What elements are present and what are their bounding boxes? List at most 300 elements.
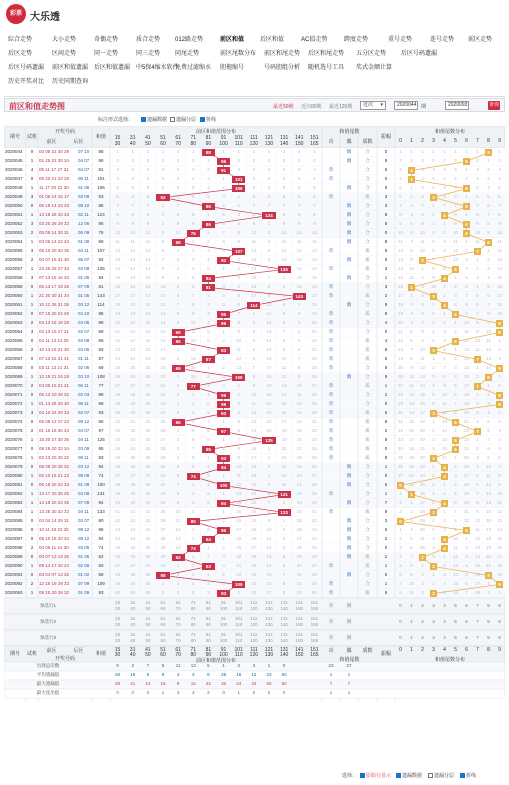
- digit-label: 4: [439, 138, 450, 144]
- sum-ball: 91: [217, 167, 230, 174]
- missing-cell: 27: [140, 382, 155, 390]
- footer-polyline[interactable]: 折线: [460, 772, 476, 779]
- missing-cell: 20: [292, 472, 307, 480]
- missing-cell: 5: [261, 184, 276, 192]
- nav-link[interactable]: 五分区走势: [356, 48, 386, 57]
- nav-link[interactable]: 前区和值遗漏: [52, 62, 88, 71]
- tail-missing-cell: 16: [395, 283, 406, 291]
- tail-missing-cell: 13: [417, 373, 428, 381]
- prediction-cell: 50: [140, 637, 155, 645]
- odd-cell: 奇: [322, 580, 340, 588]
- nav-link[interactable]: 历史开奖对比: [8, 76, 44, 85]
- tail-missing-cell: 6: [406, 337, 417, 345]
- tail-missing-cell: 3: [450, 166, 461, 174]
- prime-cell: 合: [358, 202, 377, 210]
- missing-cell: 25: [246, 526, 261, 534]
- tail-ball: 8: [485, 374, 492, 381]
- missing-cell: 12: [261, 319, 276, 327]
- missing-cell: 4: [186, 175, 201, 183]
- prediction-digit: 1: [406, 602, 417, 610]
- missing-cell: 10: [307, 229, 322, 237]
- tail-missing-cell: 3: [450, 472, 461, 480]
- missing-cell: 8: [171, 211, 186, 219]
- footer-missing-data[interactable]: 遗漏数据: [396, 772, 422, 779]
- missing-cell: 4: [277, 544, 292, 552]
- sum-ball: 93: [217, 410, 230, 417]
- missing-cell: 1: [125, 148, 140, 156]
- tail-missing-cell: 1: [494, 337, 505, 345]
- missing-cell: 24: [307, 355, 322, 363]
- prediction-digit: 3: [428, 634, 439, 642]
- nav-link[interactable]: 同三走势: [136, 48, 160, 57]
- tail-missing-cell: 13: [461, 346, 472, 354]
- sum-ball: 101: [232, 176, 245, 183]
- end-issue-input[interactable]: 2020093: [445, 101, 469, 110]
- front-numbers-cell: 05 13 20 29 32: [39, 391, 79, 399]
- recent-120-link[interactable]: 最近120期: [329, 103, 352, 110]
- missing-cell: 17: [140, 292, 155, 300]
- missing-cell: 18: [125, 301, 140, 309]
- missing-cell: 1: [246, 148, 261, 156]
- prediction-digit: 6: [461, 634, 472, 642]
- tail-ball: 3: [430, 194, 437, 201]
- missing-cell: 31: [110, 418, 125, 426]
- tail-ball: 9: [496, 392, 503, 399]
- period-select[interactable]: [360, 101, 386, 110]
- missing-cell: 1: [110, 148, 125, 156]
- trial-cell: 0: [26, 310, 38, 318]
- front-numbers-cell: 13 18 26 33 33: [39, 211, 79, 219]
- stat-cell: 50: [110, 680, 125, 688]
- tail-missing-cell: 2: [439, 517, 450, 525]
- missing-cell: 1: [216, 265, 231, 273]
- nav-link[interactable]: 跨度走势: [344, 34, 368, 43]
- missing-cell: 1: [201, 229, 216, 237]
- missing-cell: 31: [307, 418, 322, 426]
- range-label: 30: [110, 141, 125, 147]
- sum-ball: 96: [217, 158, 230, 165]
- range-label: 121: [261, 647, 276, 653]
- odd-cell: 奇: [322, 364, 340, 372]
- prime-cell: 合: [358, 301, 377, 309]
- missing-cell: 9: [125, 220, 140, 228]
- digit-label: 0: [395, 647, 406, 653]
- front-numbers-cell: 07 13 15 21 31: [39, 355, 79, 363]
- nav-link[interactable]: 后区走势: [8, 48, 32, 57]
- back-numbers-cell: 07 10: [78, 148, 92, 156]
- back-numbers-cell: 04 11: [78, 508, 92, 516]
- stat-cell: 0: [216, 689, 231, 697]
- missing-cell: 7: [216, 229, 231, 237]
- tail-missing-cell: 8: [406, 562, 417, 570]
- missing-cell: 32: [292, 580, 307, 588]
- nav-link[interactable]: 重号走势: [388, 34, 412, 43]
- missing-cell: 11: [277, 364, 292, 372]
- missing-cell: 2: [155, 211, 170, 219]
- missing-cell: 21: [292, 481, 307, 489]
- missing-cell: 7: [277, 571, 292, 579]
- tail-ball: 6: [463, 185, 470, 192]
- missing-cell: 22: [155, 391, 170, 399]
- issue-cell: 2020070: [5, 382, 26, 390]
- missing-cell: 20: [307, 319, 322, 327]
- missing-cell: 15: [261, 571, 276, 579]
- prime-cell: 合: [358, 229, 377, 237]
- nav-link[interactable]: 前区走势: [468, 34, 492, 43]
- missing-cell: 5: [171, 409, 186, 417]
- missing-cell: 16: [186, 373, 201, 381]
- missing-cell: 3: [231, 211, 246, 219]
- tail-missing-cell: 10: [428, 283, 439, 291]
- missing-cell: 13: [277, 382, 292, 390]
- front-numbers-cell: 13 17 20 25 26: [39, 490, 79, 498]
- back-numbers-cell: 07 09: [78, 580, 92, 588]
- prime-cell: 质: [358, 418, 377, 426]
- missing-cell: 28: [307, 391, 322, 399]
- tail-missing-cell: 3: [428, 535, 439, 543]
- recent-50-link[interactable]: 最近50期: [273, 103, 294, 110]
- odd-cell: 奇: [322, 292, 340, 300]
- prime-cell: 质: [358, 247, 377, 255]
- nav-link[interactable]: 同一走势: [94, 48, 118, 57]
- tail-missing-cell: 5: [461, 571, 472, 579]
- nav-link[interactable]: 胆拖缩号: [220, 62, 244, 71]
- issue-cell: 2020083: [5, 499, 26, 507]
- missing-cell: 9: [246, 220, 261, 228]
- front-numbers-cell: 04 13 16 18 29: [39, 319, 79, 327]
- tail-ball: 4: [441, 500, 448, 507]
- missing-cell: 23: [246, 508, 261, 516]
- nav-link[interactable]: 奖式金额计算: [356, 62, 392, 71]
- missing-cell: 6: [186, 283, 201, 291]
- missing-cell: 11: [261, 310, 276, 318]
- missing-cell: 1: [186, 391, 201, 399]
- tail-missing-cell: 11: [472, 238, 483, 246]
- prediction-cell: 70: [171, 637, 186, 645]
- prediction-cell: 101: [231, 631, 246, 639]
- sum-ball: 83: [202, 563, 215, 570]
- prediction-digit: 0: [395, 618, 406, 626]
- nav-link[interactable]: 大小走势: [52, 34, 76, 43]
- tail-ball: 3: [430, 410, 437, 417]
- missing-cell: 4: [216, 382, 231, 390]
- issue-cell: 2020046: [5, 166, 26, 174]
- front-numbers-cell: 03 11 13 21 31: [39, 364, 79, 372]
- range-label: 31: [125, 135, 140, 141]
- tail-missing-cell: 7: [406, 238, 417, 246]
- missing-cell: 6: [246, 193, 261, 201]
- missing-cell: 30: [155, 463, 170, 471]
- nav-link[interactable]: 同尾走势: [175, 48, 199, 57]
- tail-missing-cell: 16: [417, 400, 428, 408]
- tail-missing-cell: 6: [494, 454, 505, 462]
- nav-link[interactable]: 随机选号工具: [308, 62, 344, 71]
- missing-cell: 16: [125, 283, 140, 291]
- missing-cell: 4: [171, 274, 186, 282]
- nav-link[interactable]: 后区和值: [260, 34, 284, 43]
- prediction-cell: 131: [277, 615, 292, 623]
- missing-cell: 30: [125, 409, 140, 417]
- prediction-cell: 15: [110, 615, 125, 623]
- tail-missing-cell: 8: [406, 355, 417, 363]
- nav-link[interactable]: 前区和尾走势: [264, 48, 300, 57]
- tail-missing-cell: 17: [494, 553, 505, 561]
- tail-missing-cell: 1: [461, 211, 472, 219]
- tail-missing-cell: 2: [494, 382, 505, 390]
- missing-cell: 3: [307, 166, 322, 174]
- tail-missing-cell: 6: [461, 580, 472, 588]
- tail-missing-cell: 6: [461, 283, 472, 291]
- missing-cell: 22: [110, 337, 125, 345]
- tail-missing-cell: 1: [395, 148, 406, 156]
- issue-cell: 2020052: [5, 220, 26, 228]
- missing-cell: 39: [140, 490, 155, 498]
- trial-cell: 1: [26, 499, 38, 507]
- prime-cell: 合: [358, 481, 377, 489]
- missing-cell: 7: [307, 202, 322, 210]
- nav-link[interactable]: 后区号码遗漏: [8, 62, 44, 71]
- prediction-cell: 91: [216, 631, 231, 639]
- sum-ball: 133: [278, 509, 291, 516]
- sum-ball: 100: [217, 482, 230, 489]
- nav-link[interactable]: AC值走势: [301, 34, 327, 43]
- nav-link[interactable]: 奇偶走势: [94, 34, 118, 43]
- footer-missing-layer[interactable]: 遗漏分层: [428, 772, 454, 779]
- amplitude-cell: 8: [377, 418, 395, 426]
- tail-missing-cell: 11: [417, 238, 428, 246]
- missing-cell: 23: [110, 346, 125, 354]
- missing-cell: 2: [155, 157, 170, 165]
- stat-cell: 5: [140, 671, 155, 679]
- missing-cell: 14: [292, 265, 307, 273]
- tail-missing-cell: 4: [428, 490, 439, 498]
- missing-cell: 34: [110, 445, 125, 453]
- missing-cell: 1: [140, 148, 155, 156]
- nav-link[interactable]: 后区和值遗漏: [94, 62, 130, 71]
- missing-cell: 23: [261, 418, 276, 426]
- tail-missing-cell: 8: [472, 319, 483, 327]
- prime-cell: 合: [358, 166, 377, 174]
- missing-cell: 25: [140, 364, 155, 372]
- missing-cell: 9: [231, 328, 246, 336]
- missing-cell: 3: [292, 319, 307, 327]
- missing-cell: 36: [110, 463, 125, 471]
- nav-link[interactable]: 号码胆组分析: [264, 62, 300, 71]
- tail-missing-cell: 9: [406, 571, 417, 579]
- missing-cell: 17: [261, 364, 276, 372]
- tail-missing-cell: 6: [472, 301, 483, 309]
- prediction-cell: 51: [155, 599, 170, 607]
- sum-cell: 69: [92, 364, 110, 372]
- missing-cell: 2: [231, 157, 246, 165]
- missing-cell: 27: [110, 382, 125, 390]
- tail-ball: 4: [441, 536, 448, 543]
- nav-link[interactable]: 连号走势: [430, 34, 454, 43]
- missing-cell: 28: [292, 544, 307, 552]
- tail-missing-cell: 5: [461, 274, 472, 282]
- missing-cell: 3: [277, 166, 292, 174]
- range-header: 前区和值范围分布: [110, 128, 322, 135]
- tail-missing-cell: 10: [494, 490, 505, 498]
- missing-cell: 2: [277, 283, 292, 291]
- prediction-digit: 5: [450, 618, 461, 626]
- missing-cell: 16: [110, 283, 125, 291]
- missing-cell: 5: [186, 184, 201, 192]
- option-polyline[interactable]: 折线: [200, 116, 216, 123]
- nav-link[interactable]: 综合走势: [8, 34, 32, 43]
- sum-ball: 92: [217, 257, 230, 264]
- tail-missing-cell: 4: [483, 409, 494, 417]
- tail-missing-cell: 12: [450, 553, 461, 561]
- prediction-cell: 91: [216, 615, 231, 623]
- missing-cell: 5: [231, 229, 246, 237]
- sum-cell: 131: [92, 490, 110, 498]
- missing-cell: 2: [201, 238, 216, 246]
- tail-missing-cell: 5: [406, 328, 417, 336]
- missing-cell: 36: [125, 463, 140, 471]
- missing-cell: 7: [277, 328, 292, 336]
- missing-cell: 45: [307, 544, 322, 552]
- recent-80-link[interactable]: 近次80期: [301, 103, 322, 110]
- missing-cell: 6: [216, 580, 231, 588]
- sum-cell: 84: [92, 535, 110, 543]
- tail-missing-cell: 11: [406, 589, 417, 597]
- front-numbers-cell: 01 25 31 30 34: [39, 157, 79, 165]
- missing-cell: 37: [155, 526, 170, 534]
- tail-missing-cell: 1: [428, 202, 439, 210]
- tail-missing-cell: 10: [406, 265, 417, 273]
- prime-header: 质数: [358, 138, 377, 145]
- even-cell: 偶: [340, 571, 358, 579]
- missing-cell: 22: [307, 337, 322, 345]
- sum-ball: 93: [217, 455, 230, 462]
- even-cell: 偶: [340, 184, 358, 192]
- nav-link[interactable]: 前区尾数分布: [220, 48, 256, 57]
- stat-even: 1: [340, 689, 358, 697]
- nav-link[interactable]: 后区号码遗漏: [401, 48, 437, 57]
- nav-link[interactable]: 前区和值: [220, 34, 244, 43]
- missing-cell: 26: [307, 373, 322, 381]
- missing-cell: 4: [186, 418, 201, 426]
- start-issue-input[interactable]: 2020044: [394, 101, 418, 110]
- prediction-cell: 30: [110, 605, 125, 613]
- stat-even: 27: [340, 662, 358, 670]
- stat-cell: 34: [246, 680, 261, 688]
- query-button[interactable]: 查询: [488, 101, 500, 110]
- tail-missing-cell: 8: [450, 517, 461, 525]
- footer-raw-rows[interactable]: 原始行显示: [360, 772, 391, 779]
- missing-cell: 35: [155, 508, 170, 516]
- missing-cell: 3: [231, 274, 246, 282]
- tail-missing-cell: 1: [406, 292, 417, 300]
- missing-cell: 10: [246, 391, 261, 399]
- sum-ball: 80: [187, 518, 200, 525]
- missing-cell: 6: [261, 265, 276, 273]
- prediction-cell: 30: [110, 621, 125, 629]
- missing-cell: 29: [140, 400, 155, 408]
- odd-cell: 奇: [322, 508, 340, 516]
- front-numbers-cell: 08 15 20 28 32: [39, 589, 79, 597]
- missing-cell: 50: [110, 589, 125, 597]
- missing-cell: 17: [246, 292, 261, 300]
- tail-missing-cell: 12: [417, 364, 428, 372]
- nav-link[interactable]: 质合走势: [136, 34, 160, 43]
- option-missing-layer[interactable]: 遗漏分层: [170, 116, 196, 123]
- tail-missing-cell: 27: [417, 499, 428, 507]
- prediction-digit: 5: [450, 634, 461, 642]
- missing-cell: 13: [277, 256, 292, 264]
- missing-cell: 45: [140, 544, 155, 552]
- nav-link[interactable]: 免费过滤缩水: [175, 62, 211, 71]
- issue-cell: 2020064: [5, 328, 26, 336]
- missing-cell: 21: [155, 382, 170, 390]
- nav-link[interactable]: 后区和尾走势: [308, 48, 344, 57]
- tail-missing-cell: 5: [428, 238, 439, 246]
- missing-cell: 5: [201, 490, 216, 498]
- prediction-cell: 121: [261, 615, 276, 623]
- nav-link[interactable]: 012路走势: [175, 34, 203, 43]
- prime-cell: 质: [358, 553, 377, 561]
- sum-cell: 96: [92, 157, 110, 165]
- sum-cell: 93: [92, 409, 110, 417]
- missing-cell: 49: [140, 580, 155, 588]
- tail-missing-cell: 14: [417, 382, 428, 390]
- even-cell: 偶: [340, 499, 358, 507]
- tail-missing-cell: 18: [395, 301, 406, 309]
- back-numbers-cell: 07 09: [78, 283, 92, 291]
- tail-missing-cell: 11: [439, 400, 450, 408]
- tail-missing-cell: 5: [439, 589, 450, 597]
- missing-cell: 4: [155, 175, 170, 183]
- missing-cell: 2: [201, 166, 216, 174]
- issue-cell: 2020045: [5, 157, 26, 165]
- sum-header: 和值: [92, 650, 110, 657]
- missing-cell: 22: [261, 409, 276, 417]
- option-missing-data[interactable]: 遗漏数据: [141, 116, 167, 123]
- tail-missing-cell: 7: [483, 436, 494, 444]
- nav-link[interactable]: 历史同期查询: [52, 76, 88, 85]
- missing-cell: 3: [216, 373, 231, 381]
- tail-missing-cell: 7: [395, 580, 406, 588]
- tail-missing-cell: 10: [472, 337, 483, 345]
- missing-cell: 8: [201, 517, 216, 525]
- tail-missing-cell: 14: [439, 427, 450, 435]
- missing-cell: 3: [277, 535, 292, 543]
- missing-cell: 28: [246, 553, 261, 561]
- missing-cell: 9: [140, 220, 155, 228]
- tail-missing-cell: 3: [395, 508, 406, 516]
- tail-missing-cell: 14: [483, 364, 494, 372]
- nav-link[interactable]: 区间走势: [52, 48, 76, 57]
- tail-missing-cell: 1: [406, 148, 417, 156]
- prediction-cell: 81: [201, 631, 216, 639]
- back-numbers-cell: 07 09: [78, 499, 92, 507]
- missing-cell: 9: [277, 346, 292, 354]
- missing-cell: 16: [277, 409, 292, 417]
- sum-ball: 69: [172, 365, 185, 372]
- range-label: 100: [216, 141, 231, 147]
- missing-cell: 10: [261, 526, 276, 534]
- trial-cell: 2: [26, 229, 38, 237]
- stat-cell: 13: [186, 662, 201, 670]
- nav-link[interactable]: 中5保4缩水软件: [136, 62, 179, 71]
- tail-missing-cell: 3: [395, 166, 406, 174]
- prediction-digit: 8: [483, 634, 494, 642]
- back-numbers-cell: 06 12: [78, 418, 92, 426]
- tail-missing-cell: 17: [417, 409, 428, 417]
- prime-cell: 合: [358, 373, 377, 381]
- missing-cell: 1: [171, 562, 186, 570]
